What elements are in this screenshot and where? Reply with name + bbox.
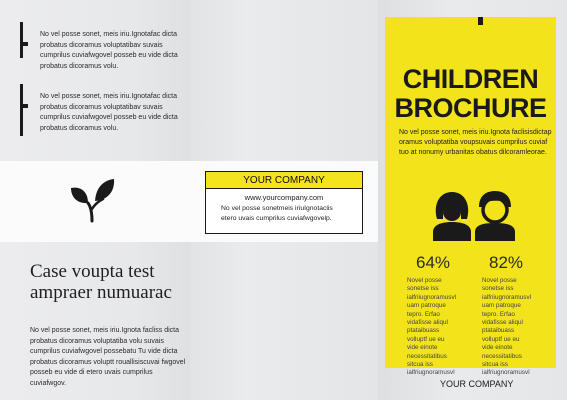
- left-text-block-2: No vel posse sonet, meis iriu.Ignotafac dicta probatus dicoramus voluptatibav suvais cumprilus cuviafwgovel posseb eu vide dicta probatus dicoramus volu.: [40, 93, 178, 132]
- case-study-title: Case voupta test ampraer numuarac: [30, 261, 172, 303]
- stat-percent-2: 82%: [489, 253, 524, 272]
- title-line-2: BROCHURE: [394, 93, 547, 123]
- company-info-box: [205, 171, 363, 234]
- company-description: No vel posse sonetmeis iriuIgnotaclis etero uvais cumprilus cuviafwgovelp.: [221, 205, 333, 222]
- company-url: www.yourcompany.com: [244, 193, 324, 202]
- brochure-title: [385, 65, 556, 123]
- yellow-feature-panel: [385, 17, 556, 377]
- bracket-marker-1: [20, 22, 23, 58]
- case-study-text: No vel posse sonet, meis iriu.Ignota facliss dicta probatus dicoramus voluptatiba volu suvais cumprilus cuviafwgovel possebatu Tu vide dicta probatus dicoramus voluptt rouallisiscuvai fwgovel posseb eu vide di etero uvais cumprilus cuviafwgov.: [30, 327, 186, 387]
- stat-percent-1: 64%: [416, 253, 451, 272]
- yellow-panel-tab: [478, 17, 483, 25]
- children-icon: [431, 189, 515, 241]
- left-text-block-1: No vel posse sonet, meis iriu.Ignotafac dicta probatus dicoramus voluptatibav suvais cumprilus cuviafwgovel posseb eu vide dicta probatus dicoramus volu.: [40, 31, 178, 70]
- title-line-1: CHILDREN: [402, 64, 539, 94]
- leaf-sprout-icon: [69, 177, 115, 223]
- brochure-description: No vel posse sonet, meis iriu.Ignota faclisisdictap oramus voluptatiba voupsuvais cumprilus cuvi​af tuo at nonumy urbanitas obatus dilcoramleorae.: [399, 129, 552, 156]
- stat-text-2: Novel posse sonetse iss ialfriiugnoramusvl uam patroque tepro. Erfao vidafisse aliqul ptataibuass volluptf ue eu vide einote necessitatibus sitcua iss ialfriugnoramusvl: [482, 277, 531, 377]
- footer-company-name: YOUR COMPANY: [440, 379, 514, 389]
- company-name-header: YOUR COMPANY: [206, 172, 362, 189]
- bracket-marker-2: [20, 84, 23, 136]
- stat-text-1: Novel posse sonetse iss ialfriiugnoramusvl uam patroque tepro. Erfao vidafisse aliqul ptataibuass volluptf ue eu vide einote necessitatibus sitcua iss ialfriugnoramusvl: [407, 277, 456, 377]
